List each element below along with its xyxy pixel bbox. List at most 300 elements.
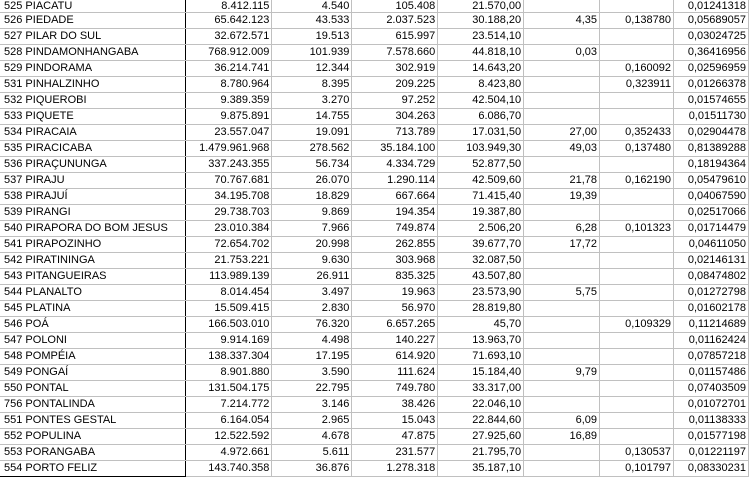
cell-value-c[interactable]: 303.968 (352, 253, 438, 269)
cell-value-a[interactable]: 113.989.139 (186, 269, 272, 285)
cell-value-f[interactable] (600, 397, 674, 413)
cell-value-a[interactable]: 36.214.741 (186, 61, 272, 77)
cell-value-d[interactable]: 6.086,70 (438, 109, 524, 125)
cell-value-c[interactable]: 667.664 (352, 189, 438, 205)
cell-municipality[interactable] (0, 0, 186, 13)
table-row[interactable] (0, 125, 749, 141)
cell-value-a[interactable]: 8.014.454 (186, 285, 272, 301)
cell-value-e[interactable]: 6,09 (524, 413, 600, 429)
cell-value-f[interactable] (600, 365, 674, 381)
cell-value-a[interactable]: 9.875.891 (186, 109, 272, 125)
cell-value-b[interactable]: 7.966 (272, 221, 352, 237)
cell-code: 541 (4, 238, 23, 250)
cell-value-a[interactable]: 166.503.010 (186, 317, 272, 333)
cell-value-e[interactable] (524, 29, 600, 45)
cell-value-c[interactable]: 713.789 (352, 125, 438, 141)
table-row[interactable] (0, 221, 749, 237)
cell-index[interactable]: 0,02517066 (673, 205, 748, 221)
cell-municipality[interactable] (0, 157, 186, 173)
table-row[interactable] (0, 45, 749, 61)
cell-index[interactable]: 0,11214689 (673, 317, 748, 333)
cell-code: 525 (4, 0, 23, 12)
cell-value-e[interactable] (524, 61, 600, 77)
cell-municipality[interactable] (0, 237, 186, 253)
cell-value-c[interactable]: 304.263 (352, 109, 438, 125)
cell-value-b[interactable]: 3.497 (272, 285, 352, 301)
cell-value-f[interactable] (600, 45, 674, 61)
cell-value-e[interactable]: 4,35 (524, 13, 600, 29)
cell-value-b[interactable]: 9.869 (272, 205, 352, 221)
cell-code: 549 (4, 366, 23, 378)
cell-index[interactable]: 0,05479610 (673, 173, 748, 189)
cell-index[interactable]: 0,05689057 (673, 13, 748, 29)
cell-value-d[interactable]: 45,70 (438, 317, 524, 333)
cell-value-b[interactable]: 101.939 (272, 45, 352, 61)
cell-value-e[interactable] (524, 301, 600, 317)
cell-index[interactable]: 0,02146131 (673, 253, 748, 269)
cell-value-f[interactable] (600, 93, 674, 109)
cell-value-a[interactable]: 8.412.115 (186, 0, 272, 13)
table-row[interactable] (0, 13, 749, 29)
table-row[interactable] (0, 333, 749, 349)
cell-value-a[interactable]: 32.672.571 (186, 29, 272, 45)
cell-value-c[interactable]: 97.252 (352, 93, 438, 109)
cell-index[interactable]: 0,01162424 (673, 333, 748, 349)
cell-value-b[interactable]: 9.630 (272, 253, 352, 269)
cell-code: 550 (4, 382, 23, 394)
cell-value-d[interactable]: 15.184,40 (438, 365, 524, 381)
cell-value-e[interactable] (524, 445, 600, 461)
cell-value-e[interactable] (524, 77, 600, 93)
cell-value-d[interactable]: 42.504,10 (438, 93, 524, 109)
cell-value-c[interactable]: 615.997 (352, 29, 438, 45)
cell-municipality[interactable] (0, 349, 186, 365)
table-row[interactable] (0, 253, 749, 269)
cell-value-b[interactable]: 4.498 (272, 333, 352, 349)
cell-value-a[interactable]: 9.914.169 (186, 333, 272, 349)
cell-value-f[interactable]: 0,352433 (600, 125, 674, 141)
cell-name: POLONI (25, 334, 67, 346)
cell-value-d[interactable]: 39.677,70 (438, 237, 524, 253)
cell-code: 547 (4, 334, 23, 346)
cell-index[interactable]: 0,01272798 (673, 285, 748, 301)
cell-index[interactable]: 0,07857218 (673, 349, 748, 365)
cell-value-c[interactable]: 6.657.265 (352, 317, 438, 333)
cell-value-d[interactable]: 43.507,80 (438, 269, 524, 285)
cell-value-a[interactable]: 8.901.880 (186, 365, 272, 381)
cell-index[interactable]: 0,18194364 (673, 157, 748, 173)
cell-municipality[interactable] (0, 45, 186, 61)
table-row[interactable] (0, 269, 749, 285)
cell-index[interactable]: 0,01511730 (673, 109, 748, 125)
cell-value-e[interactable] (524, 381, 600, 397)
cell-municipality[interactable] (0, 461, 186, 477)
cell-value-b[interactable]: 8.395 (272, 77, 352, 93)
cell-index[interactable]: 0,02904478 (673, 125, 748, 141)
cell-value-d[interactable]: 21.795,70 (438, 445, 524, 461)
cell-value-e[interactable] (524, 0, 600, 13)
cell-value-e[interactable] (524, 253, 600, 269)
cell-value-a[interactable]: 29.738.703 (186, 205, 272, 221)
cell-value-d[interactable]: 22.046,10 (438, 397, 524, 413)
cell-municipality[interactable] (0, 189, 186, 205)
cell-value-e[interactable] (524, 333, 600, 349)
cell-value-b[interactable]: 2.965 (272, 413, 352, 429)
cell-value-e[interactable] (524, 461, 600, 477)
cell-value-c[interactable]: 749.780 (352, 381, 438, 397)
cell-index[interactable]: 0,01157486 (673, 365, 748, 381)
table-row[interactable] (0, 381, 749, 397)
cell-value-c[interactable]: 105.408 (352, 0, 438, 13)
cell-code: 551 (4, 414, 23, 426)
cell-value-b[interactable]: 56.734 (272, 157, 352, 173)
cell-value-c[interactable]: 47.875 (352, 429, 438, 445)
cell-value-d[interactable]: 23.573,90 (438, 285, 524, 301)
cell-value-b[interactable]: 18.829 (272, 189, 352, 205)
cell-value-c[interactable]: 749.874 (352, 221, 438, 237)
cell-code: 528 (4, 46, 23, 58)
cell-value-c[interactable]: 4.334.729 (352, 157, 438, 173)
cell-value-d[interactable]: 22.844,60 (438, 413, 524, 429)
cell-municipality[interactable] (0, 301, 186, 317)
cell-value-f[interactable] (600, 29, 674, 45)
cell-value-c[interactable]: 614.920 (352, 349, 438, 365)
cell-value-c[interactable]: 835.325 (352, 269, 438, 285)
cell-value-d[interactable]: 103.949,30 (438, 141, 524, 157)
cell-value-f[interactable]: 0,138780 (600, 13, 674, 29)
cell-municipality[interactable] (0, 205, 186, 221)
cell-index[interactable]: 0,01138333 (673, 413, 748, 429)
cell-value-a[interactable]: 6.164.054 (186, 413, 272, 429)
cell-value-d[interactable]: 19.387,80 (438, 205, 524, 221)
cell-index[interactable]: 0,01602178 (673, 301, 748, 317)
cell-value-a[interactable]: 7.214.772 (186, 397, 272, 413)
table-row[interactable] (0, 109, 749, 125)
cell-value-d[interactable]: 2.506,20 (438, 221, 524, 237)
cell-code: 546 (4, 318, 23, 330)
table-row[interactable] (0, 157, 749, 173)
cell-value-f[interactable] (600, 429, 674, 445)
cell-value-f[interactable]: 0,130537 (600, 445, 674, 461)
cell-code: 543 (4, 270, 23, 282)
cell-index[interactable]: 0,01241318 (673, 0, 748, 13)
cell-value-f[interactable]: 0,137480 (600, 141, 674, 157)
cell-name: POÁ (25, 318, 49, 330)
cell-value-b[interactable]: 26.911 (272, 269, 352, 285)
cell-value-d[interactable]: 32.087,50 (438, 253, 524, 269)
cell-value-a[interactable]: 768.912.009 (186, 45, 272, 61)
cell-municipality[interactable] (0, 61, 186, 77)
cell-index[interactable]: 0,01266378 (673, 77, 748, 93)
cell-value-e[interactable]: 5,75 (524, 285, 600, 301)
cell-value-b[interactable]: 12.344 (272, 61, 352, 77)
cell-value-c[interactable]: 302.919 (352, 61, 438, 77)
cell-value-a[interactable]: 4.972.661 (186, 445, 272, 461)
cell-value-f[interactable]: 0,162190 (600, 173, 674, 189)
cell-value-b[interactable]: 19.513 (272, 29, 352, 45)
cell-value-d[interactable]: 23.514,10 (438, 29, 524, 45)
cell-name: PIRACAIA (25, 126, 77, 138)
cell-value-f[interactable]: 0,109329 (600, 317, 674, 333)
table-row[interactable] (0, 93, 749, 109)
cell-value-e[interactable]: 6,28 (524, 221, 600, 237)
cell-municipality[interactable] (0, 285, 186, 301)
table-row[interactable] (0, 189, 749, 205)
cell-value-b[interactable]: 278.562 (272, 141, 352, 157)
cell-municipality[interactable] (0, 333, 186, 349)
cell-value-f[interactable]: 0,160092 (600, 61, 674, 77)
cell-value-f[interactable] (600, 0, 674, 13)
cell-municipality[interactable] (0, 381, 186, 397)
cell-value-c[interactable]: 19.963 (352, 285, 438, 301)
cell-value-f[interactable] (600, 413, 674, 429)
cell-code: 552 (4, 430, 23, 442)
cell-name: PLATINA (25, 302, 71, 314)
table-row[interactable] (0, 397, 749, 413)
cell-value-b[interactable]: 36.876 (272, 461, 352, 477)
cell-value-d[interactable]: 33.317,00 (438, 381, 524, 397)
cell-municipality[interactable] (0, 29, 186, 45)
cell-value-e[interactable]: 17,72 (524, 237, 600, 253)
cell-municipality[interactable] (0, 173, 186, 189)
cell-value-e[interactable] (524, 93, 600, 109)
cell-name: PIRATININGA (25, 254, 95, 266)
cell-name: POMPÉIA (25, 350, 76, 362)
cell-index[interactable]: 0,01714479 (673, 221, 748, 237)
cell-municipality[interactable] (0, 13, 186, 29)
cell-municipality[interactable] (0, 269, 186, 285)
table-row[interactable] (0, 141, 749, 157)
cell-value-a[interactable]: 8.780.964 (186, 77, 272, 93)
cell-value-a[interactable]: 138.337.304 (186, 349, 272, 365)
cell-value-d[interactable]: 28.819,80 (438, 301, 524, 317)
cell-code: 527 (4, 30, 23, 42)
cell-value-e[interactable]: 16,89 (524, 429, 600, 445)
table-row[interactable] (0, 413, 749, 429)
cell-index[interactable]: 0,01577198 (673, 429, 748, 445)
cell-value-b[interactable]: 76.320 (272, 317, 352, 333)
cell-value-c[interactable]: 38.426 (352, 397, 438, 413)
cell-value-d[interactable]: 71.415,40 (438, 189, 524, 205)
cell-value-a[interactable]: 1.479.961.968 (186, 141, 272, 157)
cell-value-a[interactable]: 15.509.415 (186, 301, 272, 317)
cell-index[interactable]: 0,03024725 (673, 29, 748, 45)
cell-value-f[interactable] (600, 381, 674, 397)
table-row[interactable] (0, 461, 749, 477)
cell-index[interactable]: 0,01574655 (673, 93, 748, 109)
cell-code: 531 (4, 78, 23, 90)
cell-index[interactable]: 0,07403509 (673, 381, 748, 397)
cell-value-d[interactable]: 8.423,80 (438, 77, 524, 93)
cell-value-c[interactable]: 231.577 (352, 445, 438, 461)
cell-municipality[interactable] (0, 141, 186, 157)
cell-value-b[interactable]: 3.270 (272, 93, 352, 109)
table-row[interactable] (0, 29, 749, 45)
cell-index[interactable]: 0,08330231 (673, 461, 748, 477)
cell-value-f[interactable] (600, 253, 674, 269)
cell-value-f[interactable] (600, 301, 674, 317)
cell-value-f[interactable] (600, 333, 674, 349)
cell-value-a[interactable]: 34.195.708 (186, 189, 272, 205)
cell-value-b[interactable]: 22.795 (272, 381, 352, 397)
cell-value-f[interactable] (600, 109, 674, 125)
cell-value-f[interactable] (600, 237, 674, 253)
cell-municipality[interactable] (0, 77, 186, 93)
cell-value-e[interactable]: 49,03 (524, 141, 600, 157)
cell-value-a[interactable]: 65.642.123 (186, 13, 272, 29)
cell-index[interactable]: 0,01072701 (673, 397, 748, 413)
cell-value-d[interactable]: 13.963,70 (438, 333, 524, 349)
cell-value-e[interactable]: 9,79 (524, 365, 600, 381)
cell-code: 538 (4, 190, 23, 202)
cell-value-d[interactable]: 35.187,10 (438, 461, 524, 477)
cell-name: PINDAMONHANGABA (25, 46, 139, 58)
cell-value-c[interactable]: 35.184.100 (352, 141, 438, 157)
cell-value-b[interactable]: 26.070 (272, 173, 352, 189)
cell-value-c[interactable]: 111.624 (352, 365, 438, 381)
cell-value-e[interactable] (524, 349, 600, 365)
table-row[interactable] (0, 205, 749, 221)
cell-value-f[interactable] (600, 269, 674, 285)
cell-municipality[interactable] (0, 365, 186, 381)
cell-value-b[interactable]: 17.195 (272, 349, 352, 365)
cell-value-e[interactable] (524, 317, 600, 333)
cell-value-c[interactable]: 209.225 (352, 77, 438, 93)
cell-value-b[interactable]: 19.091 (272, 125, 352, 141)
table-row[interactable] (0, 317, 749, 333)
cell-value-c[interactable]: 2.037.523 (352, 13, 438, 29)
cell-value-b[interactable]: 5.611 (272, 445, 352, 461)
cell-index[interactable]: 0,81389288 (673, 141, 748, 157)
cell-municipality[interactable] (0, 429, 186, 445)
cell-index[interactable]: 0,04611050 (673, 237, 748, 253)
cell-value-e[interactable]: 19,39 (524, 189, 600, 205)
cell-municipality[interactable] (0, 109, 186, 125)
table-row[interactable] (0, 61, 749, 77)
cell-index[interactable]: 0,08474802 (673, 269, 748, 285)
cell-value-f[interactable] (600, 285, 674, 301)
cell-value-a[interactable]: 131.504.175 (186, 381, 272, 397)
cell-name: PINHALZINHO (25, 78, 100, 90)
cell-value-c[interactable]: 262.855 (352, 237, 438, 253)
table-row[interactable] (0, 301, 749, 317)
cell-value-a[interactable]: 12.522.592 (186, 429, 272, 445)
cell-value-e[interactable]: 27,00 (524, 125, 600, 141)
cell-municipality[interactable] (0, 317, 186, 333)
cell-value-f[interactable]: 0,101323 (600, 221, 674, 237)
cell-value-d[interactable]: 17.031,50 (438, 125, 524, 141)
cell-value-e[interactable]: 0,03 (524, 45, 600, 61)
cell-value-a[interactable]: 70.767.681 (186, 173, 272, 189)
cell-municipality[interactable] (0, 397, 186, 413)
cell-value-a[interactable]: 9.389.359 (186, 93, 272, 109)
table-row[interactable] (0, 0, 749, 13)
cell-code: 534 (4, 126, 23, 138)
cell-municipality[interactable] (0, 221, 186, 237)
cell-index[interactable]: 0,01221197 (673, 445, 748, 461)
cell-name: PIRAJUÍ (25, 190, 68, 202)
cell-municipality[interactable] (0, 93, 186, 109)
cell-value-f[interactable] (600, 205, 674, 221)
cell-municipality[interactable] (0, 253, 186, 269)
table-row[interactable] (0, 445, 749, 461)
cell-value-b[interactable]: 4.540 (272, 0, 352, 13)
cell-value-d[interactable]: 52.877,50 (438, 157, 524, 173)
cell-value-a[interactable]: 23.010.384 (186, 221, 272, 237)
table-row[interactable] (0, 365, 749, 381)
cell-value-a[interactable]: 23.557.047 (186, 125, 272, 141)
table-row[interactable] (0, 349, 749, 365)
cell-value-c[interactable]: 1.278.318 (352, 461, 438, 477)
table-row[interactable] (0, 429, 749, 445)
cell-municipality[interactable] (0, 413, 186, 429)
cell-value-b[interactable]: 14.755 (272, 109, 352, 125)
cell-value-b[interactable]: 3.146 (272, 397, 352, 413)
cell-name: PIRAPOZINHO (25, 238, 102, 250)
cell-value-f[interactable]: 0,101797 (600, 461, 674, 477)
cell-value-b[interactable]: 43.533 (272, 13, 352, 29)
cell-value-d[interactable]: 21.570,00 (438, 0, 524, 13)
cell-value-f[interactable] (600, 349, 674, 365)
cell-index[interactable]: 0,02596959 (673, 61, 748, 77)
cell-index[interactable]: 0,36416956 (673, 45, 748, 61)
table-row[interactable] (0, 285, 749, 301)
cell-value-b[interactable]: 20.998 (272, 237, 352, 253)
cell-name: PORANGABA (25, 446, 96, 458)
cell-value-c[interactable]: 194.354 (352, 205, 438, 221)
cell-value-e[interactable] (524, 269, 600, 285)
table-row[interactable] (0, 173, 749, 189)
table-row[interactable] (0, 237, 749, 253)
cell-value-c[interactable]: 56.970 (352, 301, 438, 317)
cell-municipality[interactable] (0, 445, 186, 461)
cell-value-e[interactable] (524, 109, 600, 125)
cell-value-f[interactable] (600, 157, 674, 173)
cell-value-a[interactable]: 143.740.358 (186, 461, 272, 477)
table-row[interactable] (0, 77, 749, 93)
cell-value-b[interactable]: 4.678 (272, 429, 352, 445)
cell-value-d[interactable]: 42.509,60 (438, 173, 524, 189)
cell-name: PIEDADE (25, 14, 74, 26)
cell-value-d[interactable]: 44.818,10 (438, 45, 524, 61)
cell-value-b[interactable]: 3.590 (272, 365, 352, 381)
cell-value-d[interactable]: 71.693,10 (438, 349, 524, 365)
cell-name: PIRACICABA (25, 142, 93, 154)
cell-value-e[interactable]: 21,78 (524, 173, 600, 189)
cell-value-d[interactable]: 30.188,20 (438, 13, 524, 29)
cell-value-c[interactable]: 15.043 (352, 413, 438, 429)
cell-value-e[interactable] (524, 397, 600, 413)
cell-municipality[interactable] (0, 125, 186, 141)
cell-value-f[interactable]: 0,323911 (600, 77, 674, 93)
cell-value-a[interactable]: 21.753.221 (186, 253, 272, 269)
cell-value-d[interactable]: 27.925,60 (438, 429, 524, 445)
cell-value-a[interactable]: 337.243.355 (186, 157, 272, 173)
cell-name: PONTAL (25, 382, 69, 394)
cell-value-c[interactable]: 140.227 (352, 333, 438, 349)
cell-value-e[interactable] (524, 205, 600, 221)
cell-value-a[interactable]: 72.654.702 (186, 237, 272, 253)
cell-value-e[interactable] (524, 157, 600, 173)
cell-value-f[interactable] (600, 189, 674, 205)
cell-value-d[interactable]: 14.643,20 (438, 61, 524, 77)
cell-code: 542 (4, 254, 23, 266)
cell-value-c[interactable]: 7.578.660 (352, 45, 438, 61)
cell-index[interactable]: 0,04067590 (673, 189, 748, 205)
cell-value-b[interactable]: 2.830 (272, 301, 352, 317)
cell-value-c[interactable]: 1.290.114 (352, 173, 438, 189)
cell-name: PITANGUEIRAS (25, 270, 107, 282)
